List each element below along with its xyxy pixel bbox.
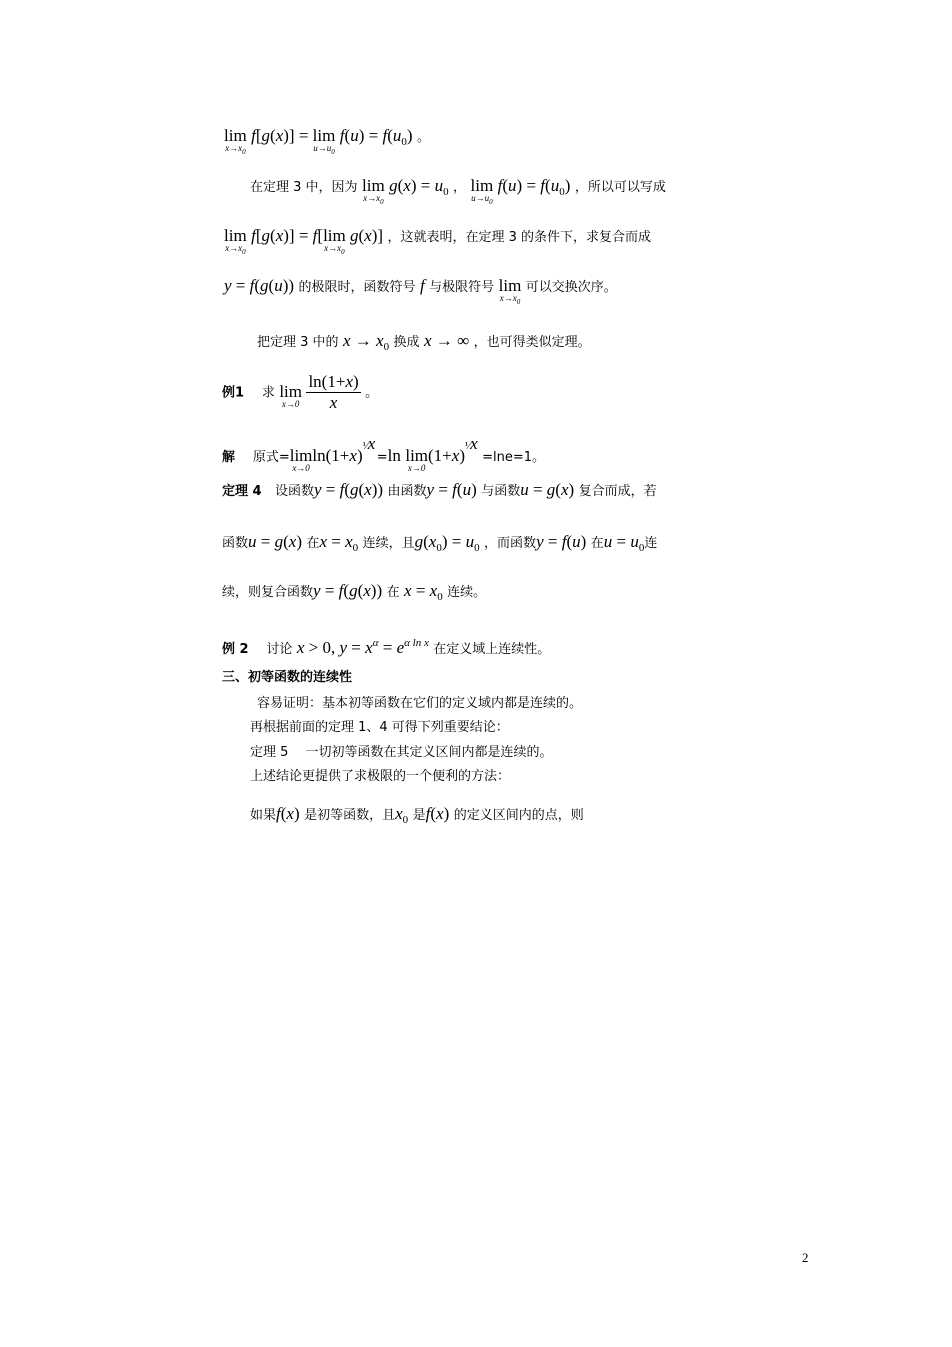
lim-symbol: lim x→0	[289, 446, 313, 473]
text-in-theorem3: 在定理 3 中，因为	[250, 180, 358, 195]
lim-symbol: lim $x\to x_0$	[224, 226, 247, 256]
paragraph-2: 再根据前面的定理 1、4 可得下列重要结论：	[250, 720, 509, 735]
replace-line: 把定理 3 中的 $x \to x_0$ 换成 x → ∞ ，也可得类似定理。	[257, 331, 591, 353]
formula-line-3: lim $x\to x_0$ f[g(x)] = f[lim $x\to x_0$ g(x)] ，这就表明，在定理 3 的条件下，求复合而成	[224, 226, 652, 256]
paragraph-3: 定理 5 一切初等函数在其定义区间内都是连续的。	[250, 745, 553, 760]
paragraph-1: 容易证明：基本初等函数在它们的定义域内都是连续的。	[257, 696, 583, 711]
lim-symbol: lim $u\to u_0$	[312, 126, 336, 156]
example-2-label: 例 2	[222, 642, 249, 657]
theorem-4-line-2: 函数u = g(x) 在$x = x_0$ 连续，且$g(x_0) = u_0$ ，而函数y = f(u) 在$u = u_0$连	[222, 532, 658, 554]
lim-symbol: lim $x\to x_0$	[323, 226, 346, 256]
theorem-4-line-1: 定理 4 设函数y = f(g(x)) 由函数y = f(u) 与函数u = g(x) 复合而成，若	[222, 480, 657, 499]
text-so-can-write: ，所以可以写成	[574, 180, 666, 195]
theorem-4-line-3: 续，则复合函数y = f(g(x)) 在 $x = x_0$ 连续。	[222, 581, 487, 603]
example-2: 例 2 讨论 x > 0, $y = x^\alpha = e^{\alpha ln x}$ 在定义域上连续性。	[222, 637, 551, 657]
page-number: 2	[802, 1250, 809, 1265]
theorem-4-label: 定理 4	[222, 484, 262, 499]
lim-symbol: lim x→0	[279, 381, 302, 409]
theorem3-remark-line: 在定理 3 中，因为 lim $x\to x_0$ $g(x) = u_0$ ， lim $u\to u_0$ $f(u) = f(u_0)$ ，所以可以写成	[250, 176, 666, 206]
formula-line-1: lim $x\to x_0$ f[g(x)] = lim $u\to u_0$ $f(u) = f(u_0)$ 。	[224, 126, 430, 156]
text-this-shows: ，这就表明，在定理 3 的条件下，求复合而成	[387, 230, 652, 245]
paragraph-4: 上述结论更提供了求极限的一个便利的方法：	[250, 769, 511, 784]
solution-label: 解	[222, 450, 236, 465]
lim-symbol: lim x→0	[405, 446, 429, 473]
lim-symbol: lim $x\to x_0$	[498, 276, 522, 306]
paragraph-5: 如果f(x) 是初等函数，且$x_0$ 是f(x) 的定义区间内的点，则	[250, 804, 584, 826]
period: 。	[416, 130, 430, 145]
fraction: $\frac{\ln(1+x)}{x}$	[308, 372, 359, 412]
lim-symbol: lim $x\to x_0$	[224, 126, 247, 156]
formula-line-4: y = f(g(u)) 的极限时，函数符号 f 与极限符号 lim $x\to x_0$ 可以交换次序。	[224, 276, 617, 306]
section-3-heading: 三、初等函数的连续性	[222, 670, 353, 685]
lim-symbol: lim $x\to x_0$	[362, 176, 385, 206]
example-1: 例1 求 lim x→0 $\frac{\ln(1+x)}{x}$ 。	[222, 372, 379, 412]
solution-1: 解 原式=lim x→0 $\ln(1+x)^{^1⁄x} =\ln$ lim x→0 $(1+x)^{^1⁄x} =\ln e=1$。	[222, 434, 546, 473]
lim-symbol: lim $u\to u_0$	[470, 176, 494, 206]
example-1-label: 例1	[222, 385, 245, 401]
